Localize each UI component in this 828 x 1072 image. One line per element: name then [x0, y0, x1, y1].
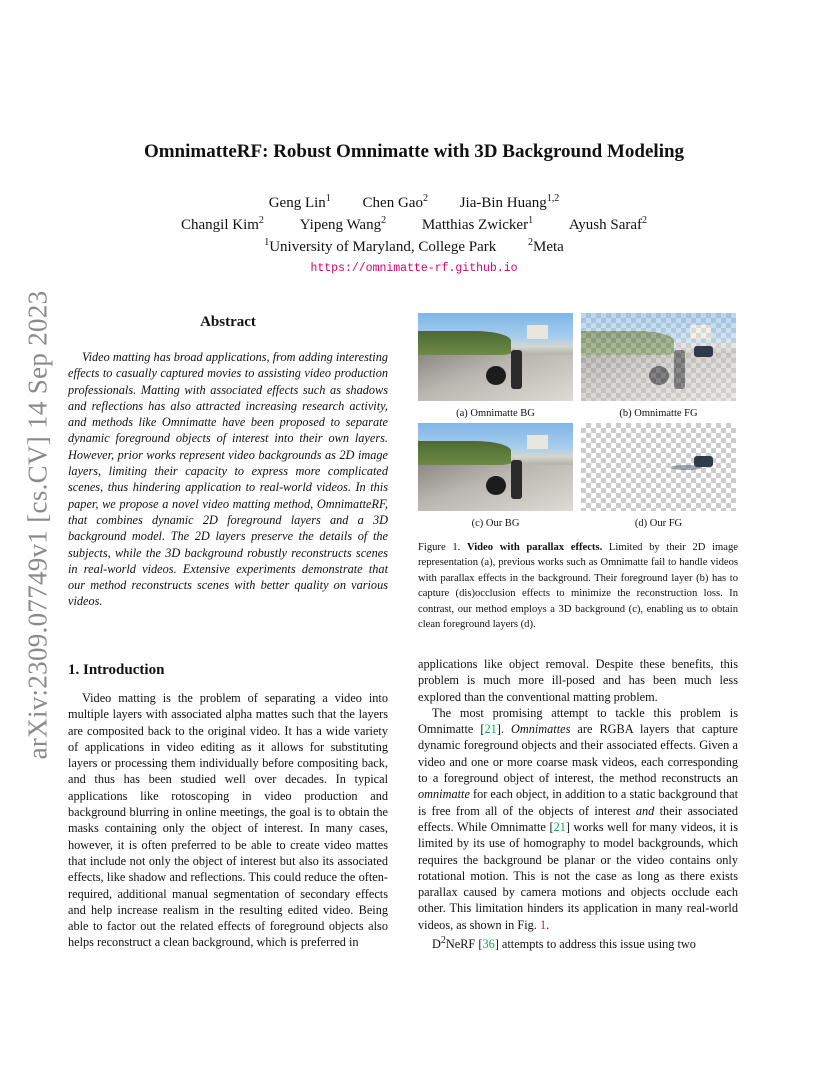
authors-line-1	[0, 193, 828, 212]
panel-caption: (a) Omnimatte BG	[456, 408, 535, 419]
figure-panel-our-fg	[581, 423, 736, 511]
project-url-link[interactable]: https://omnimatte-rf.github.io	[310, 262, 518, 275]
figure-panel-omnimatte-bg	[418, 313, 573, 401]
author: Chen Gao$^2$	[362, 193, 428, 211]
arxiv-identifier-text: arXiv:2309.07749v1 [cs.CV] 14 Sep 2023	[22, 290, 53, 760]
figure-caption-text: Limited by their 2D image representation (a), previous works such as Omnimatte fail to handle videos with parallax effects in the background. Their foreground layer (b) has to capture (dis)occlusion effects to minimize the reconstruction loss. In contrast, our method employs a 3D background (c), enabling us to obtain clean foreground layers (d).	[418, 542, 738, 631]
figure-number: Figure 1.	[418, 542, 461, 553]
author: Ayush Saraf$^2$	[568, 215, 648, 233]
section-heading-introduction: 1. Introduction	[68, 662, 165, 678]
abstract-text: Video matting has broad applications, from adding interesting effects to casually captured movies to assisting video production professionals. Matting with associated effects such as shadows and reflections has also attracted increasing research activity, and methods like Omnimatte have been proposed to separate dynamic foreground objects of interest into their own layers. However, prior works represent video backgrounds as 2D image layers, limiting their capacity to express more complicated scenes, thus hindering application to real-world videos. In this paper, we propose a novel video matting method, OmnimatteRF, that combines dynamic 2D foreground layers and a 3D background model. The 2D layers preserve the details of the subjects, while the 3D background robustly reconstructs scenes in real-world videos. Extensive experiments demonstrate that our method reconstructs scenes with better quality on various videos.	[68, 350, 388, 609]
figure-caption	[418, 540, 738, 632]
figure-reference-link[interactable]: 1	[539, 917, 547, 932]
paragraph: applications like object removal. Despite these benefits, this problem is much more ill-posed and has been much less explored than the conventional matting problem.	[418, 657, 738, 704]
affiliation: $^2$Meta	[527, 237, 564, 255]
figure-caption-bold: Video with parallax effects.	[466, 542, 603, 553]
citation-link[interactable]: 36	[482, 937, 495, 952]
affiliations	[0, 237, 828, 256]
panel-caption: (d) Our FG	[634, 518, 683, 529]
panel-caption: (b) Omnimatte FG	[619, 408, 698, 419]
author: Jia-Bin Huang$^{1,2}$	[459, 193, 560, 211]
author: Changil Kim$^2$	[180, 215, 264, 233]
introduction-text-right	[418, 656, 738, 952]
author: Geng Lin$^1$	[268, 193, 331, 211]
figure-panel-our-bg	[418, 423, 573, 511]
introduction-text-left: Video matting is the problem of separating a video into multiple layers with associated alpha mattes such that the layers are composited back to the original video. It has a wide variety of applications in video editing as it allows for substituting layers or processing them individually before compositing back, and thus has been studied well over decades. In typical applications like rotoscoping in video production and background blurring in online meetings, the goal is to obtain the masks containing only the object of interest. In many cases, however, it is often preferred to be able to create video mattes that include not only the object of interest but also its associated effects, like shadow and reflections. This could reduce the often-required, additional manual segmentation of secondary effects and help increase realism in the resulting edited video. Being able to factor out the related effects of foreground objects also helps reconstruct a clean background, which is preferred in	[68, 691, 388, 950]
abstract-heading: Abstract	[200, 314, 256, 330]
paragraph: The most promising attempt to tackle this problem is Omnimatte [21]. Omnimattes are RGBA layers that capture dynamic foreground objects and their associated effects. Given a video and one or more coarse mask videos, each corresponding to a foreground object of interest, the method reconstructs an omnimatte for each object, in addition to a static background that is free from all of the objects of interest and their associated effects. While Omnimatte [21] works well for many videos, it is limited by its use of homography to model backgrounds, which requires the background be planar or the video contains only rotational motion. This is not the case as long as there exists parallax caused by camera motions and objects occlude each other. This limitation hinders its application in many real-world videos, as shown in Fig. 1.	[418, 705, 738, 932]
author: Yipeng Wang$^2$	[299, 215, 387, 233]
arxiv-identifier	[16, 290, 60, 760]
authors-line-2	[0, 215, 828, 234]
figure-panel-omnimatte-fg	[581, 313, 736, 401]
citation-link[interactable]: 21	[484, 722, 497, 737]
citation-link[interactable]: 21	[553, 819, 566, 834]
paper-title: OmnimatteRF: Robust Omnimatte with 3D Background Modeling	[143, 141, 685, 162]
paragraph: $D^2NeRF$ [36] attempts to address this issue using two	[432, 935, 696, 952]
affiliation: $^1$University of Maryland, College Park	[264, 237, 497, 255]
author: Matthias Zwicker$^1$	[421, 215, 534, 233]
panel-caption: (c) Our BG	[471, 518, 520, 529]
